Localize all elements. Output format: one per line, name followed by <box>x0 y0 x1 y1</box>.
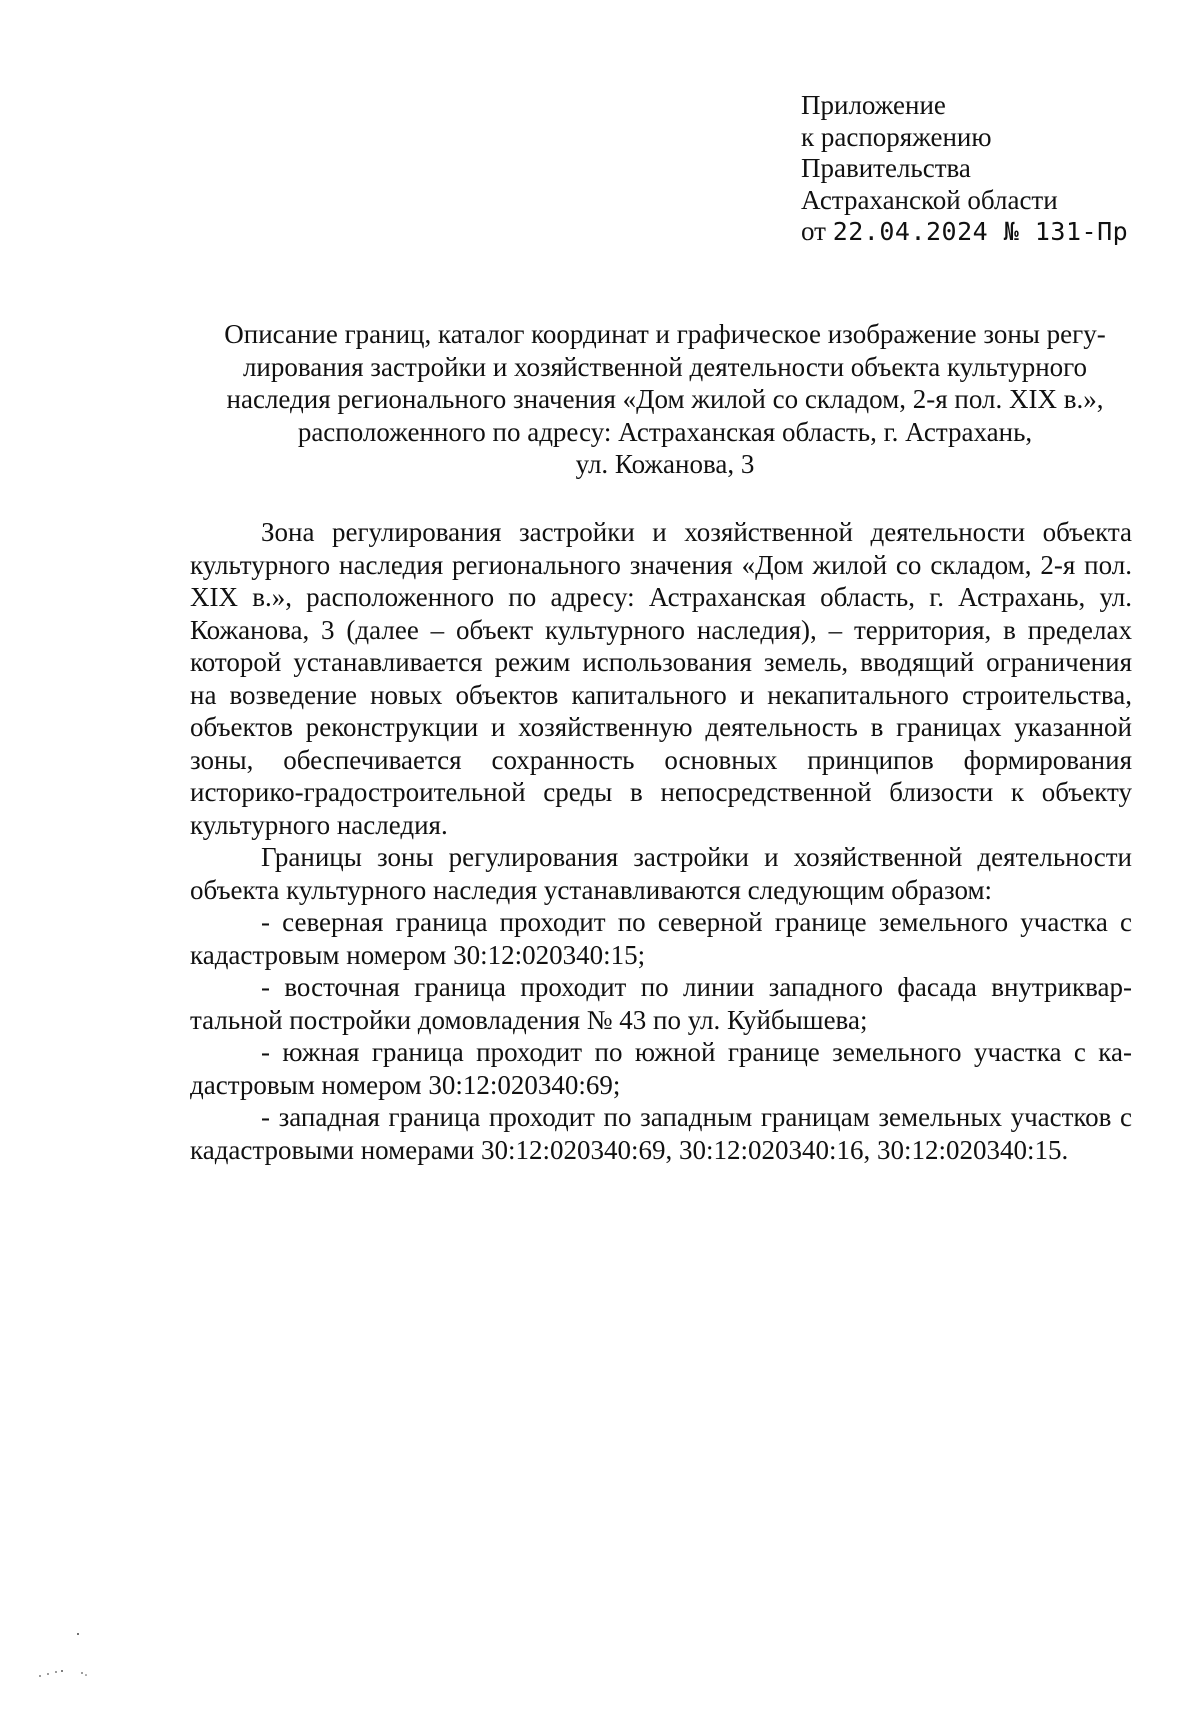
scan-speck <box>77 1633 79 1635</box>
annex-number-sign: № <box>988 217 1035 247</box>
annex-date-prefix: от <box>801 216 833 247</box>
scan-speck <box>81 1672 83 1674</box>
annex-number: 131-Пр <box>1034 217 1129 247</box>
zone-definition-paragraph: Зона регулирования застройки и хозяйственной деятельности объекта культурного наследия регионального значения «Дом жилой со складом, 2-я пол. XIX в.», расположенного по адресу: Астраханская область, г. Астрахань, ул. Кожанова, 3 (далее – объект культурного наследия), – территория, в пределах которой устанавливается режим использования земель, вводящий ограничения на возведение новых объектов капитального и некапитального строительства, объектов реконструкции и хозяйственную деятельность в границах указанной зоны, обеспечивается сохранность основных принципов формирования историко-градостроительной среды в непосредственной близости к объекту культурного наследия. <box>190 517 1132 840</box>
annex-date-number <box>801 216 1161 248</box>
title-line: лирования застройки и хозяйственной деятельности объекта культурного <box>242 351 1088 382</box>
north-boundary-item: - северная граница проходит по северной границе земельного участка с кадастровым номером 30:12:020340:15; <box>190 907 1132 970</box>
annex-header <box>801 90 1161 248</box>
scan-specks <box>30 1630 110 1690</box>
annex-authority: Правительства <box>801 153 971 184</box>
west-boundary-item: - западная граница проходит по западным границам земельных участков с кадастровыми номерами 30:12:020340:69, 30:12:020340:16, 30:12:020340:15. <box>190 1102 1132 1165</box>
document-title <box>190 318 1140 481</box>
annex-date: 22.04.2024 <box>832 217 989 247</box>
scan-speck <box>47 1673 49 1675</box>
title-line: наследия регионального значения «Дом жилой со складом, 2-я пол. XIX в.», <box>226 384 1104 414</box>
scan-speck <box>39 1675 41 1677</box>
title-line: Описание границ, каталог координат и графическое изображение зоны регу- <box>224 319 1106 349</box>
east-boundary-item: - восточная граница проходит по линии западного фасада внутриквартальной постройки домовладения № 43 по ул. Куйбышева; <box>190 972 1132 1035</box>
annex-reference: к распоряжению <box>801 121 992 152</box>
title-line: ул. Кожанова, 3 <box>575 449 755 479</box>
title-line: расположенного по адресу: Астраханская область, г. Астрахань, <box>297 416 1033 447</box>
south-boundary-item: - южная граница проходит по южной границе земельного участка с кадастровым номером 30:12:020340:69; <box>190 1037 1132 1100</box>
scan-speck <box>85 1674 87 1676</box>
boundaries-intro-paragraph: Границы зоны регулирования застройки и хозяйственной деятельности объекта культурного наследия устанавливаются следующим образом: <box>190 842 1132 905</box>
document-body <box>190 516 1132 1166</box>
scan-speck <box>55 1671 57 1673</box>
annex-label: Приложение <box>801 90 946 120</box>
scan-speck <box>61 1670 63 1672</box>
annex-region: Астраханской области <box>801 184 1058 215</box>
